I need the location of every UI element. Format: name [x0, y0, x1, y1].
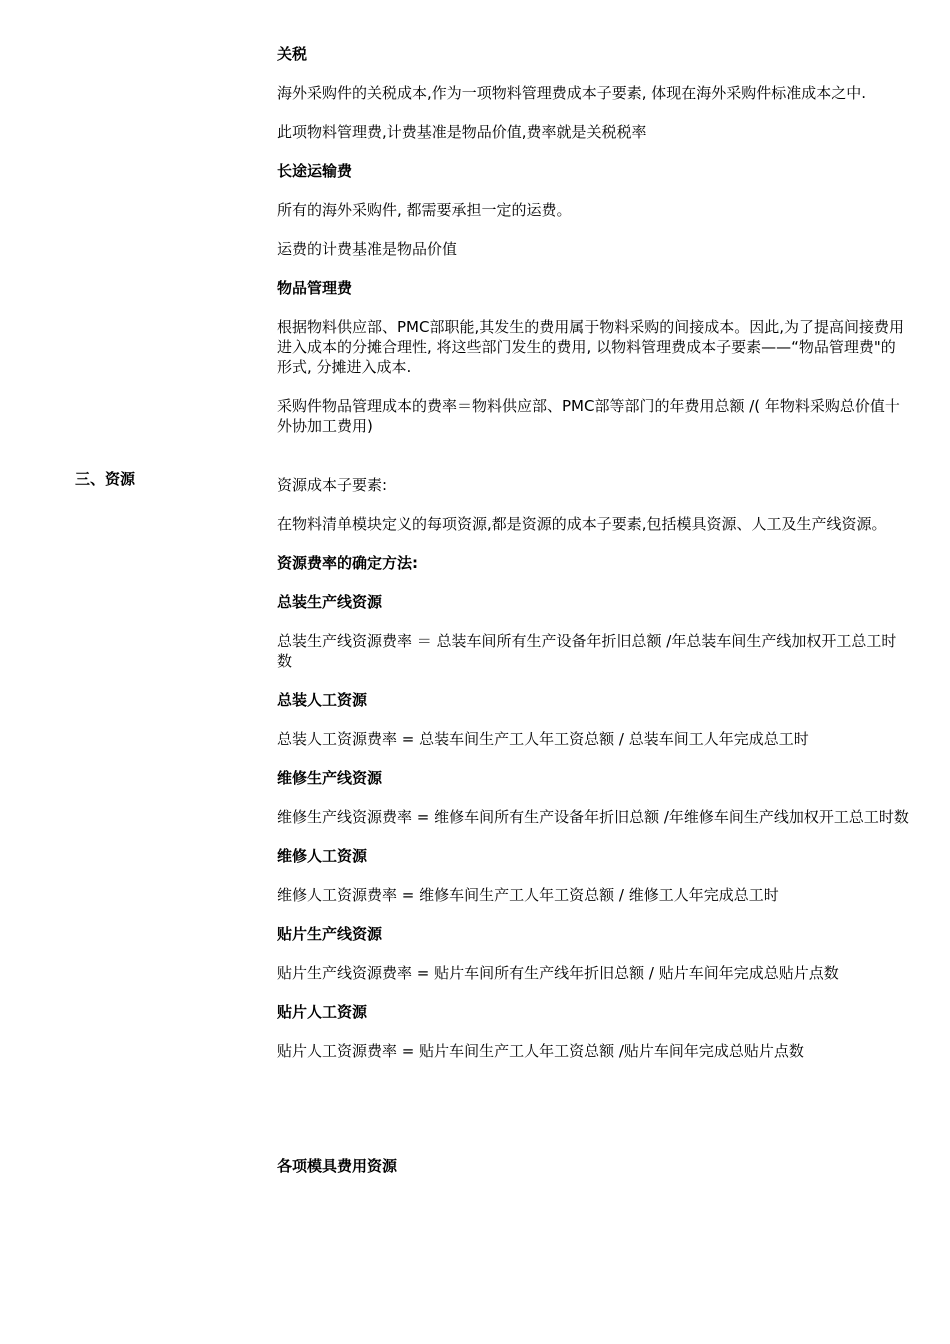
paragraph-goods-management-1: 根据物料供应部、PMC部职能,其发生的费用属于物料采购的间接成本。因此,为了提高间接费用进入成本的分摊合理性, 将这些部门发生的费用, 以物料管理费成本子要素——“物品管理费"的形式, 分摊进入成本.: [277, 318, 905, 376]
paragraph-freight-1: 所有的海外采购件, 都需要承担一定的运费。: [277, 201, 572, 219]
heading-assembly-line: 总装生产线资源: [277, 593, 383, 611]
paragraph-repair-labor: 维修人工资源费率 = 维修车间生产工人年工资总额 / 维修工人年完成总工时: [277, 886, 779, 904]
section-gap: [277, 455, 909, 475]
heading-freight: 长途运输费: [277, 162, 353, 180]
paragraph-freight-2: 运费的计费基准是物品价值: [277, 240, 458, 258]
paragraph-smt-line: 贴片生产线资源费率 = 贴片车间所有生产线年折旧总额 / 贴片车间年完成总贴片点数: [277, 964, 839, 982]
heading-repair-labor: 维修人工资源: [277, 847, 368, 865]
paragraph-tariff-2: 此项物料管理费,计费基准是物品价值,费率就是关税税率: [277, 123, 647, 141]
section-title-resources: 三、资源: [75, 470, 136, 488]
heading-smt-line: 贴片生产线资源: [277, 925, 383, 943]
heading-repair-line: 维修生产线资源: [277, 769, 383, 787]
heading-smt-labor: 贴片人工资源: [277, 1003, 368, 1021]
paragraph-repair-line: 维修生产线资源费率 = 维修车间所有生产设备年折旧总额 /年维修车间生产线加权开工总工时数: [277, 808, 909, 826]
page-gap: [277, 1080, 909, 1156]
paragraph-assembly-line: 总装生产线资源费率 ＝ 总装车间所有生产设备年折旧总额 /年总装车间生产线加权开工总工时数: [277, 632, 897, 670]
heading-mold-resources: 各项模具费用资源: [277, 1157, 398, 1175]
heading-tariff: 关税: [277, 45, 308, 63]
heading-goods-management: 物品管理费: [277, 279, 353, 297]
paragraph-smt-labor: 贴片人工资源费率 = 贴片车间生产工人年工资总额 /贴片车间年完成总贴片点数: [277, 1042, 804, 1060]
paragraph-assembly-labor: 总装人工资源费率 = 总装车间生产工人年工资总额 / 总装车间工人年完成总工时: [277, 730, 809, 748]
paragraph-resource-definition: 在物料清单模块定义的每项资源,都是资源的成本子要素,包括模具资源、人工及生产线资源。: [277, 515, 887, 533]
paragraph-tariff-1: 海外采购件的关税成本,作为一项物料管理费成本子要素, 体现在海外采购件标准成本之中.: [277, 84, 867, 102]
paragraph-goods-management-2: 采购件物品管理成本的费率＝物料供应部、PMC部等部门的年费用总额 /( 年物料采购总价值十外协加工费用): [277, 397, 900, 435]
document-body: [277, 44, 909, 1195]
heading-rate-method: 资源费率的确定方法:: [277, 554, 418, 572]
heading-assembly-labor: 总装人工资源: [277, 691, 368, 709]
paragraph-resource-intro: 资源成本子要素:: [277, 476, 388, 494]
